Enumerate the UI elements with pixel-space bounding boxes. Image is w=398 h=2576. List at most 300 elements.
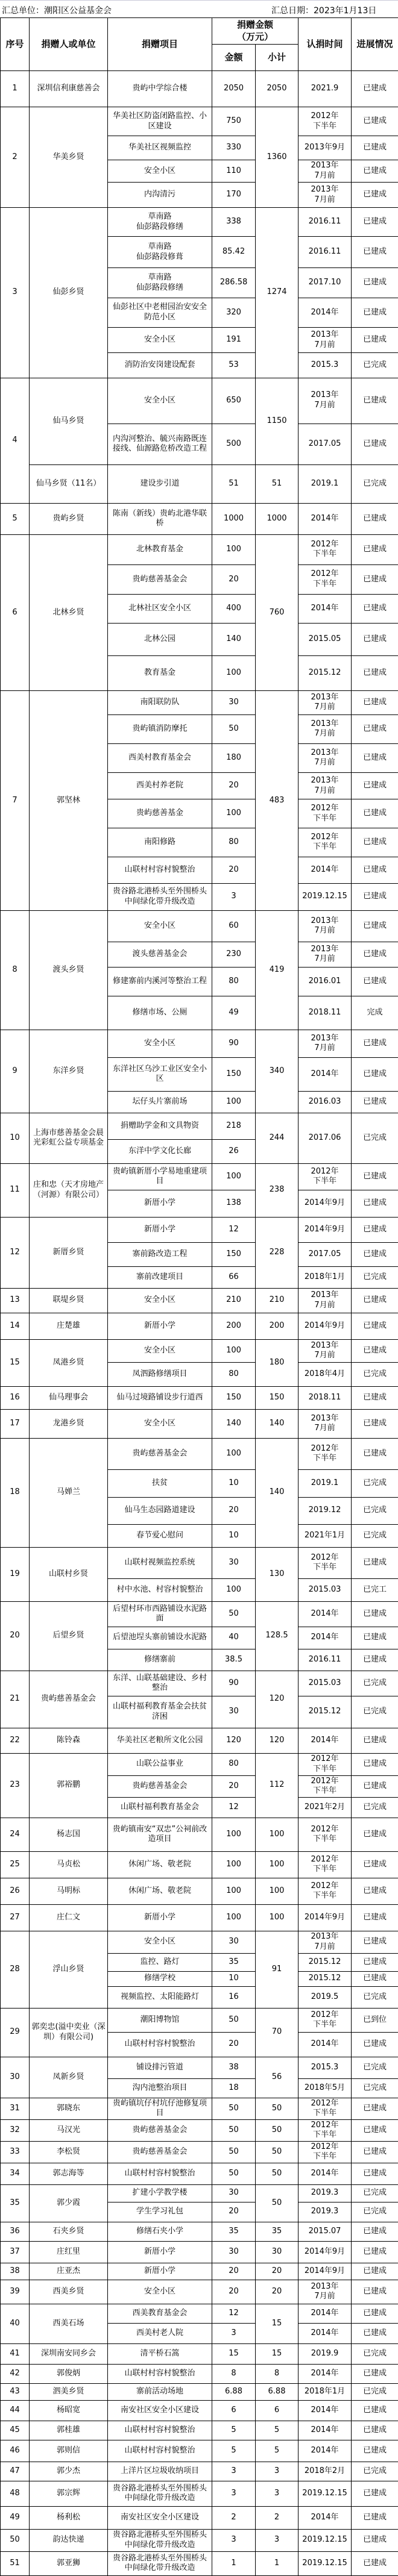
project-cell: 贵屿慈善基金会 bbox=[108, 2119, 212, 2141]
subtotal-cell: 228 bbox=[256, 1217, 298, 1288]
donor-cell: 仙彭乡贤 bbox=[30, 208, 108, 378]
table-row bbox=[1, 2263, 398, 2280]
project-cell: 坛仔头片寨前场 bbox=[108, 1091, 212, 1113]
project-cell: 贵谷路北港桥头至外围桥头中间绿化带升级改造 bbox=[108, 2551, 212, 2575]
status-cell: 已到位 bbox=[352, 2008, 398, 2032]
donor-cell: 仙马乡贤 bbox=[30, 378, 108, 464]
seq-cell: 24 bbox=[1, 1818, 30, 1851]
subtotal-cell: 20 bbox=[256, 2280, 298, 2304]
donor-cell: 陈铃森 bbox=[30, 1728, 108, 1753]
project-cell: 安全小区 bbox=[108, 1409, 212, 1438]
subtotal-cell: 50 bbox=[256, 2163, 298, 2184]
project-cell: 贵屿慈善基金 bbox=[108, 799, 212, 828]
time-cell: 2014年 bbox=[298, 2440, 352, 2462]
subtotal-cell: 100 bbox=[256, 1878, 298, 1904]
amount-cell: 53 bbox=[212, 352, 256, 378]
status-cell: 已完成 bbox=[352, 2184, 398, 2202]
subtotal-cell: 140 bbox=[256, 1438, 298, 1547]
donor-cell: 韵达快递 bbox=[30, 2529, 108, 2551]
status-cell: 已建成 bbox=[352, 799, 398, 828]
table-row bbox=[1, 2184, 398, 2202]
project-cell: 贵屿慈善基金会 bbox=[108, 564, 212, 594]
amount-cell: 5 bbox=[212, 2440, 256, 2462]
project-cell: 贵谷路北港桥头至外围桥头中间绿化带升级改造 bbox=[108, 2529, 212, 2551]
subtotal-cell: 20 bbox=[256, 2263, 298, 2280]
time-cell: 2016.01 bbox=[298, 967, 352, 996]
seq-cell: 21 bbox=[1, 1671, 30, 1728]
project-cell: 上洋片区垃圾收纳项目 bbox=[108, 2462, 212, 2481]
amount-cell: 650 bbox=[212, 378, 256, 424]
amount-cell: 338 bbox=[212, 208, 256, 237]
status-cell: 已建成 bbox=[352, 1163, 398, 1190]
table-row bbox=[1, 503, 398, 534]
amount-cell: 180 bbox=[212, 743, 256, 772]
project-cell: 西美教育基金会 bbox=[108, 2304, 212, 2323]
seq-cell: 15 bbox=[1, 1339, 30, 1386]
table-row bbox=[1, 2343, 398, 2364]
amount-cell: 51 bbox=[212, 464, 256, 503]
header-amount: 金额 bbox=[212, 45, 256, 71]
project-cell: 北林教育基金 bbox=[108, 534, 212, 564]
amount-cell: 286.58 bbox=[212, 268, 256, 298]
status-cell: 已完成 bbox=[352, 1469, 398, 1497]
seq-cell: 27 bbox=[1, 1904, 30, 1931]
time-cell: 2013年 7月前 bbox=[298, 942, 352, 967]
table-row bbox=[1, 2141, 398, 2163]
subtotal-cell: 50 bbox=[256, 2141, 298, 2163]
table-row bbox=[1, 1030, 398, 1057]
time-cell: 2012年 下半年 bbox=[298, 1547, 352, 1578]
amount-cell: 49 bbox=[212, 996, 256, 1030]
subtotal-cell: 50 bbox=[256, 2098, 298, 2119]
time-cell: 2013年 7月前 bbox=[298, 2280, 352, 2304]
project-cell: 山联村村容村貌整治 bbox=[108, 2032, 212, 2057]
amount-cell: 35 bbox=[212, 2222, 256, 2241]
seq-cell: 16 bbox=[1, 1386, 30, 1409]
time-cell: 2013年 7月前 bbox=[298, 1409, 352, 1438]
seq-cell: 20 bbox=[1, 1601, 30, 1671]
subtotal-cell: 2050 bbox=[256, 71, 298, 107]
seq-cell: 32 bbox=[1, 2119, 30, 2141]
project-cell: 后望村环市西路铺设水泥路面 bbox=[108, 1601, 212, 1627]
subtotal-cell: 5 bbox=[256, 2421, 298, 2440]
status-cell: 已建成 bbox=[352, 160, 398, 183]
project-cell: 草南路 仙彭路段修缮 bbox=[108, 208, 212, 237]
amount-cell: 20 bbox=[212, 2032, 256, 2057]
subtotal-cell: 91 bbox=[256, 1931, 298, 2008]
donor-cell: 郭晓东 bbox=[30, 2098, 108, 2119]
amount-cell: 3 bbox=[212, 2462, 256, 2481]
subtotal-cell: 6 bbox=[256, 2400, 298, 2421]
time-cell: 2017.05 bbox=[298, 1242, 352, 1266]
table-row bbox=[1, 378, 398, 424]
status-cell: 已建成 bbox=[352, 743, 398, 772]
subtotal-cell: 760 bbox=[256, 534, 298, 690]
project-cell: 东洋中学文化长廊 bbox=[108, 1139, 212, 1163]
table-row bbox=[1, 1339, 398, 1362]
subtotal-cell: 3 bbox=[256, 2481, 298, 2506]
amount-cell: 50 bbox=[212, 1601, 256, 1627]
table-row bbox=[1, 1386, 398, 1409]
project-cell: 安全小区 bbox=[108, 378, 212, 424]
project-cell: 清平桥石篙 bbox=[108, 2343, 212, 2364]
table-row bbox=[1, 2241, 398, 2263]
donor-cell: 新厝乡贤 bbox=[30, 1217, 108, 1288]
table-row bbox=[1, 1753, 398, 1775]
project-cell: 凤泗路修缮项目 bbox=[108, 1362, 212, 1386]
time-cell: 2013年 7月前 bbox=[298, 1288, 352, 1313]
table-row bbox=[1, 208, 398, 237]
time-cell: 2014年 bbox=[298, 1627, 352, 1649]
project-cell: 南阳修路 bbox=[108, 828, 212, 857]
table-row bbox=[1, 71, 398, 107]
amount-cell: 3 bbox=[212, 2529, 256, 2551]
status-cell: 已建成 bbox=[352, 71, 398, 107]
seq-cell: 26 bbox=[1, 1878, 30, 1904]
status-cell: 已完成 bbox=[352, 464, 398, 503]
subtotal-cell: 120 bbox=[256, 1728, 298, 1753]
subtotal-cell: 128.5 bbox=[256, 1601, 298, 1671]
seq-cell: 6 bbox=[1, 534, 30, 690]
project-cell: 春节爱心慰问 bbox=[108, 1524, 212, 1547]
status-cell: 已建成 bbox=[352, 1931, 398, 1953]
seq-cell: 8 bbox=[1, 910, 30, 1030]
time-cell: 2015.07 bbox=[298, 2222, 352, 2241]
header-status: 进展情况 bbox=[352, 18, 398, 71]
status-cell: 已建成 bbox=[352, 2280, 398, 2304]
time-cell: 2012年 下半年 bbox=[298, 2141, 352, 2163]
status-cell: 已建成 bbox=[352, 1242, 398, 1266]
table-row bbox=[1, 534, 398, 564]
project-cell: 寨前路改造工程 bbox=[108, 1242, 212, 1266]
time-cell: 2019.12 bbox=[298, 1497, 352, 1524]
seq-cell: 7 bbox=[1, 690, 30, 910]
time-cell: 2018年2月 bbox=[298, 2462, 352, 2481]
amount-cell: 40 bbox=[212, 1627, 256, 1649]
project-cell: 安全小区 bbox=[108, 910, 212, 942]
status-cell: 已建成 bbox=[352, 2222, 398, 2241]
project-cell: 新厝小学 bbox=[108, 1313, 212, 1339]
time-cell: 2015.3 bbox=[298, 352, 352, 378]
donor-cell: 杨志国 bbox=[30, 1818, 108, 1851]
amount-cell: 38.5 bbox=[212, 1649, 256, 1671]
status-cell: 已建成 bbox=[352, 1775, 398, 1797]
project-cell: 安全小区 bbox=[108, 1288, 212, 1313]
time-cell: 2012年 下半年 bbox=[298, 107, 352, 136]
time-cell: 2016.11 bbox=[298, 208, 352, 237]
donor-cell: 郭裕鹏 bbox=[30, 1753, 108, 1818]
status-cell: 已建成 bbox=[352, 2481, 398, 2506]
seq-cell: 41 bbox=[1, 2343, 30, 2364]
amount-cell: 218 bbox=[212, 1113, 256, 1139]
time-cell: 2013年 7月前 bbox=[298, 772, 352, 799]
seq-cell: 50 bbox=[1, 2529, 30, 2551]
donor-cell: 郭奕忠(溢中奕业（深圳）有限公司) bbox=[30, 2008, 108, 2057]
status-cell: 已建成 bbox=[352, 2421, 398, 2440]
donor-cell: 凤新乡贤 bbox=[30, 2057, 108, 2098]
seq-cell: 33 bbox=[1, 2141, 30, 2163]
project-cell: 安全小区 bbox=[108, 1931, 212, 1953]
table-row bbox=[1, 690, 398, 714]
amount-cell: 140 bbox=[212, 1409, 256, 1438]
time-cell: 2018年4月 bbox=[298, 1362, 352, 1386]
project-cell: 贵屿慈善基金会 bbox=[108, 2141, 212, 2163]
donor-cell: 西美乡贤 bbox=[30, 2280, 108, 2304]
table-row bbox=[1, 2421, 398, 2440]
project-cell: 贵谷路北港桥头至外围桥头中间绿化带升级改造 bbox=[108, 2481, 212, 2506]
status-cell: 已建成 bbox=[352, 268, 398, 298]
amount-cell: 20 bbox=[212, 857, 256, 883]
subtotal-cell: 3 bbox=[256, 2462, 298, 2481]
project-cell: 贵屿慈善基金会 bbox=[108, 1775, 212, 1797]
header-donor: 捐赠人或单位 bbox=[30, 18, 108, 71]
seq-cell: 38 bbox=[1, 2263, 30, 2280]
time-cell: 2015.03 bbox=[298, 1671, 352, 1696]
subtotal-cell: 120 bbox=[256, 1671, 298, 1728]
project-cell: 视频监控、太阳能路灯 bbox=[108, 1986, 212, 2008]
table-row bbox=[1, 1288, 398, 1313]
time-cell: 2016.11 bbox=[298, 237, 352, 268]
status-cell: 已完成 bbox=[352, 2057, 398, 2078]
project-cell: 山联村村容村貌整治 bbox=[108, 2421, 212, 2440]
status-cell: 已建成 bbox=[352, 883, 398, 910]
table-row bbox=[1, 2400, 398, 2421]
amount-cell: 100 bbox=[212, 1438, 256, 1469]
project-cell: 新厝小学 bbox=[108, 2263, 212, 2280]
subtotal-cell: 112 bbox=[256, 1753, 298, 1818]
time-cell: 2014年9月 bbox=[298, 1190, 352, 1217]
donor-cell: 郭则信 bbox=[30, 2440, 108, 2462]
table-row bbox=[1, 1547, 398, 1578]
project-cell: 扶贫 bbox=[108, 1469, 212, 1497]
status-cell: 已完成 bbox=[352, 1986, 398, 2008]
seq-cell: 44 bbox=[1, 2400, 30, 2421]
status-cell: 已建成 bbox=[352, 424, 398, 464]
amount-cell: 100 bbox=[212, 1818, 256, 1851]
project-cell: 修缮石夹小学 bbox=[108, 2222, 212, 2241]
donor-cell: 庄红里 bbox=[30, 2241, 108, 2263]
seq-cell: 23 bbox=[1, 1753, 30, 1818]
seq-cell: 28 bbox=[1, 1931, 30, 2008]
status-cell: 已建成 bbox=[352, 1753, 398, 1775]
amount-cell: 50 bbox=[212, 2163, 256, 2184]
table-row bbox=[1, 1728, 398, 1753]
time-cell: 2017.05 bbox=[298, 424, 352, 464]
project-cell: 北林社区安全小区 bbox=[108, 594, 212, 623]
amount-cell: 150 bbox=[212, 1242, 256, 1266]
project-cell: 修缮学校 bbox=[108, 1971, 212, 1986]
subtotal-cell: 56 bbox=[256, 2057, 298, 2098]
amount-cell: 20 bbox=[212, 2280, 256, 2304]
subtotal-cell: 2 bbox=[256, 2506, 298, 2529]
amount-cell: 2050 bbox=[212, 71, 256, 107]
amount-cell: 30 bbox=[212, 2184, 256, 2202]
header-seq: 序号 bbox=[1, 18, 30, 71]
amount-cell: 210 bbox=[212, 1288, 256, 1313]
status-cell: 已建成 bbox=[352, 857, 398, 883]
time-cell: 2015.3 bbox=[298, 2057, 352, 2078]
amount-cell: 100 bbox=[212, 1091, 256, 1113]
subtotal-cell: 30 bbox=[256, 2241, 298, 2263]
donor-cell: 浮山乡贤 bbox=[30, 1931, 108, 2008]
status-cell: 已建成 bbox=[352, 1030, 398, 1057]
project-cell: 山联公益事业 bbox=[108, 1753, 212, 1775]
amount-cell: 50 bbox=[212, 2098, 256, 2119]
project-cell: 安全小区 bbox=[108, 160, 212, 183]
header-subtotal: 小计 bbox=[256, 45, 298, 71]
table-row bbox=[1, 2163, 398, 2184]
time-cell: 2014年 bbox=[298, 2506, 352, 2529]
time-cell: 2019.12.15 bbox=[298, 2481, 352, 2506]
seq-cell: 31 bbox=[1, 2098, 30, 2119]
status-cell: 已完成 bbox=[352, 1266, 398, 1288]
time-cell: 2014年9月 bbox=[298, 1217, 352, 1242]
subtotal-cell: 483 bbox=[256, 690, 298, 910]
time-cell: 2012年 下半年 bbox=[298, 534, 352, 564]
status-cell: 已建成 bbox=[352, 2400, 398, 2421]
status-cell: 已建成 bbox=[352, 1288, 398, 1313]
amount-cell: 80 bbox=[212, 1753, 256, 1775]
subtotal-cell: 130 bbox=[256, 1547, 298, 1601]
status-cell: 已建成 bbox=[352, 1386, 398, 1409]
amount-cell: 20 bbox=[212, 2263, 256, 2280]
time-cell: 2012年 下半年 bbox=[298, 1818, 352, 1851]
donor-cell: 郭少霞 bbox=[30, 2184, 108, 2222]
donor-cell: 东洋乡贤 bbox=[30, 1030, 108, 1113]
table-row bbox=[1, 2364, 398, 2383]
time-cell: 2019.5 bbox=[298, 1986, 352, 2008]
seq-cell: 25 bbox=[1, 1851, 30, 1878]
amount-cell: 500 bbox=[212, 424, 256, 464]
status-cell: 已建成 bbox=[352, 1601, 398, 1627]
time-cell: 2018年5月 bbox=[298, 2078, 352, 2098]
status-cell: 已建成 bbox=[352, 2241, 398, 2263]
table-row bbox=[1, 2119, 398, 2141]
status-cell: 已建成 bbox=[352, 714, 398, 743]
project-cell: 东洋、山联基础建设、乡村整治 bbox=[108, 1671, 212, 1696]
subtotal-cell: 51 bbox=[256, 464, 298, 503]
project-cell: 南安社区安全小区建设 bbox=[108, 2400, 212, 2421]
donor-cell: 泗美乡贤 bbox=[30, 2383, 108, 2400]
amount-cell: 100 bbox=[212, 799, 256, 828]
time-cell: 2021年1月 bbox=[298, 1524, 352, 1547]
amount-cell: 20 bbox=[212, 1497, 256, 1524]
summary-unit: 汇总单位：潮阳区公益基金会 bbox=[2, 6, 112, 16]
amount-cell: 100 bbox=[212, 655, 256, 690]
donor-cell: 联堤乡贤 bbox=[30, 1288, 108, 1313]
donor-cell: 深圳南安同乡会 bbox=[30, 2343, 108, 2364]
project-cell: 山联村视频监控系统 bbox=[108, 1547, 212, 1578]
subtotal-cell: 150 bbox=[256, 1386, 298, 1409]
status-cell: 已建成 bbox=[352, 772, 398, 799]
time-cell: 2014年 bbox=[298, 503, 352, 534]
status-cell: 已建成 bbox=[352, 378, 398, 424]
status-cell: 已建成 bbox=[352, 298, 398, 328]
seq-cell: 4 bbox=[1, 378, 30, 503]
subtotal-cell: 180 bbox=[256, 1339, 298, 1386]
project-cell: 寨前活动场地 bbox=[108, 2383, 212, 2400]
donor-cell: 庄亚杰 bbox=[30, 2263, 108, 2280]
donor-cell: 庄仁文 bbox=[30, 1904, 108, 1931]
project-cell: 学生学习礼包 bbox=[108, 2202, 212, 2222]
time-cell: 2015.12 bbox=[298, 1953, 352, 1971]
status-cell: 已完工 bbox=[352, 1578, 398, 1601]
amount-cell: 138 bbox=[212, 1190, 256, 1217]
project-cell: 贵谷路北港桥头至外围桥头中间绿化带升级改造 bbox=[108, 883, 212, 910]
amount-cell: 20 bbox=[212, 2202, 256, 2222]
amount-cell: 3 bbox=[212, 883, 256, 910]
project-cell: 扩建小学教学楼 bbox=[108, 2184, 212, 2202]
amount-cell: 16 bbox=[212, 1986, 256, 2008]
status-cell: 已建成 bbox=[352, 1728, 398, 1753]
table-row bbox=[1, 1851, 398, 1878]
status-cell: 已完成 bbox=[352, 1362, 398, 1386]
time-cell: 2014年 bbox=[298, 1601, 352, 1627]
project-cell: 西美村教育基金会 bbox=[108, 743, 212, 772]
time-cell: 2019.1 bbox=[298, 1469, 352, 1497]
subtotal-cell: 6.88 bbox=[256, 2383, 298, 2400]
status-cell: 已建成 bbox=[352, 237, 398, 268]
status-cell: 已建成 bbox=[352, 2440, 398, 2462]
status-cell: 已建成 bbox=[352, 624, 398, 656]
amount-cell: 30 bbox=[212, 1696, 256, 1728]
seq-cell: 13 bbox=[1, 1288, 30, 1313]
time-cell: 2021年2月 bbox=[298, 1797, 352, 1818]
amount-cell: 85.42 bbox=[212, 237, 256, 268]
project-cell: 捐赠助学金和文具物资 bbox=[108, 1113, 212, 1139]
time-cell: 2014年 bbox=[298, 2323, 352, 2343]
amount-cell: 38 bbox=[212, 2057, 256, 2078]
amount-cell: 12 bbox=[212, 1217, 256, 1242]
status-cell: 已建成 bbox=[352, 1904, 398, 1931]
status-cell: 已建成 bbox=[352, 1971, 398, 1986]
time-cell: 2015.03 bbox=[298, 1578, 352, 1601]
status-cell: 已建成 bbox=[352, 2323, 398, 2343]
table-row bbox=[1, 2222, 398, 2241]
status-cell: 已建成 bbox=[352, 1409, 398, 1438]
seq-cell: 36 bbox=[1, 2222, 30, 2241]
status-cell: 已建成 bbox=[352, 564, 398, 594]
amount-cell: 20 bbox=[212, 772, 256, 799]
amount-cell: 6 bbox=[212, 2400, 256, 2421]
status-cell: 已建成 bbox=[352, 1627, 398, 1649]
time-cell: 2014年 bbox=[298, 1728, 352, 1753]
amount-cell: 750 bbox=[212, 107, 256, 136]
donor-cell: 李松贤 bbox=[30, 2141, 108, 2163]
table-row bbox=[1, 1904, 398, 1931]
project-cell: 贵屿慈善基金会 bbox=[108, 1438, 212, 1469]
time-cell: 2014年 bbox=[298, 2364, 352, 2383]
amount-cell: 330 bbox=[212, 136, 256, 160]
seq-cell: 37 bbox=[1, 2241, 30, 2263]
status-cell: 已完成 bbox=[352, 1113, 398, 1163]
amount-cell: 150 bbox=[212, 1057, 256, 1091]
project-cell: 村中水池、村容村貌整治 bbox=[108, 1578, 212, 1601]
amount-cell: 30 bbox=[212, 1547, 256, 1578]
donor-cell: 杨昭宽 bbox=[30, 2400, 108, 2421]
donor-cell: 龙港乡贤 bbox=[30, 1409, 108, 1438]
status-cell: 已建成 bbox=[352, 107, 398, 136]
project-cell: 贵屿镇新厝小学易地重建项目 bbox=[108, 1163, 212, 1190]
donor-cell: 郭少杰 bbox=[30, 2462, 108, 2481]
time-cell: 2019.12.15 bbox=[298, 2529, 352, 2551]
project-cell: 华美社区防盗闭路监控、小区建设 bbox=[108, 107, 212, 136]
amount-cell: 15 bbox=[212, 2343, 256, 2364]
status-cell: 已建成 bbox=[352, 2364, 398, 2383]
seq-cell: 49 bbox=[1, 2506, 30, 2529]
subtotal-cell: 15 bbox=[256, 2343, 298, 2364]
status-cell: 已建成 bbox=[352, 967, 398, 996]
